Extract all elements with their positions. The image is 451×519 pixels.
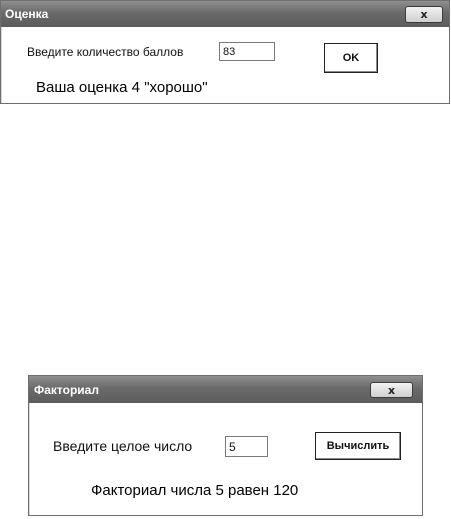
factorial-result-text: Факториал числа 5 равен 120 [91, 482, 299, 499]
factorial-window-title: Факториал [34, 382, 99, 397]
number-label: Введите целое число [53, 438, 193, 454]
score-label: Введите количество баллов [27, 45, 184, 59]
grade-window-titlebar[interactable] [1, 1, 449, 27]
grade-window-close-button[interactable] [405, 6, 443, 23]
factorial-window-titlebar[interactable] [29, 376, 422, 403]
close-icon: x [387, 383, 396, 397]
score-input[interactable] [219, 42, 275, 61]
grade-result-text: Ваша оценка 4 "хорошо" [36, 79, 208, 96]
calculate-button[interactable]: Вычислить [315, 432, 401, 460]
number-input[interactable] [225, 436, 268, 457]
grade-window-title: Оценка [5, 7, 49, 21]
factorial-window [28, 375, 423, 516]
factorial-window-close-button[interactable] [370, 382, 413, 398]
close-icon: x [420, 8, 428, 21]
grade-window [0, 0, 450, 104]
ok-button[interactable]: OK [324, 43, 378, 73]
